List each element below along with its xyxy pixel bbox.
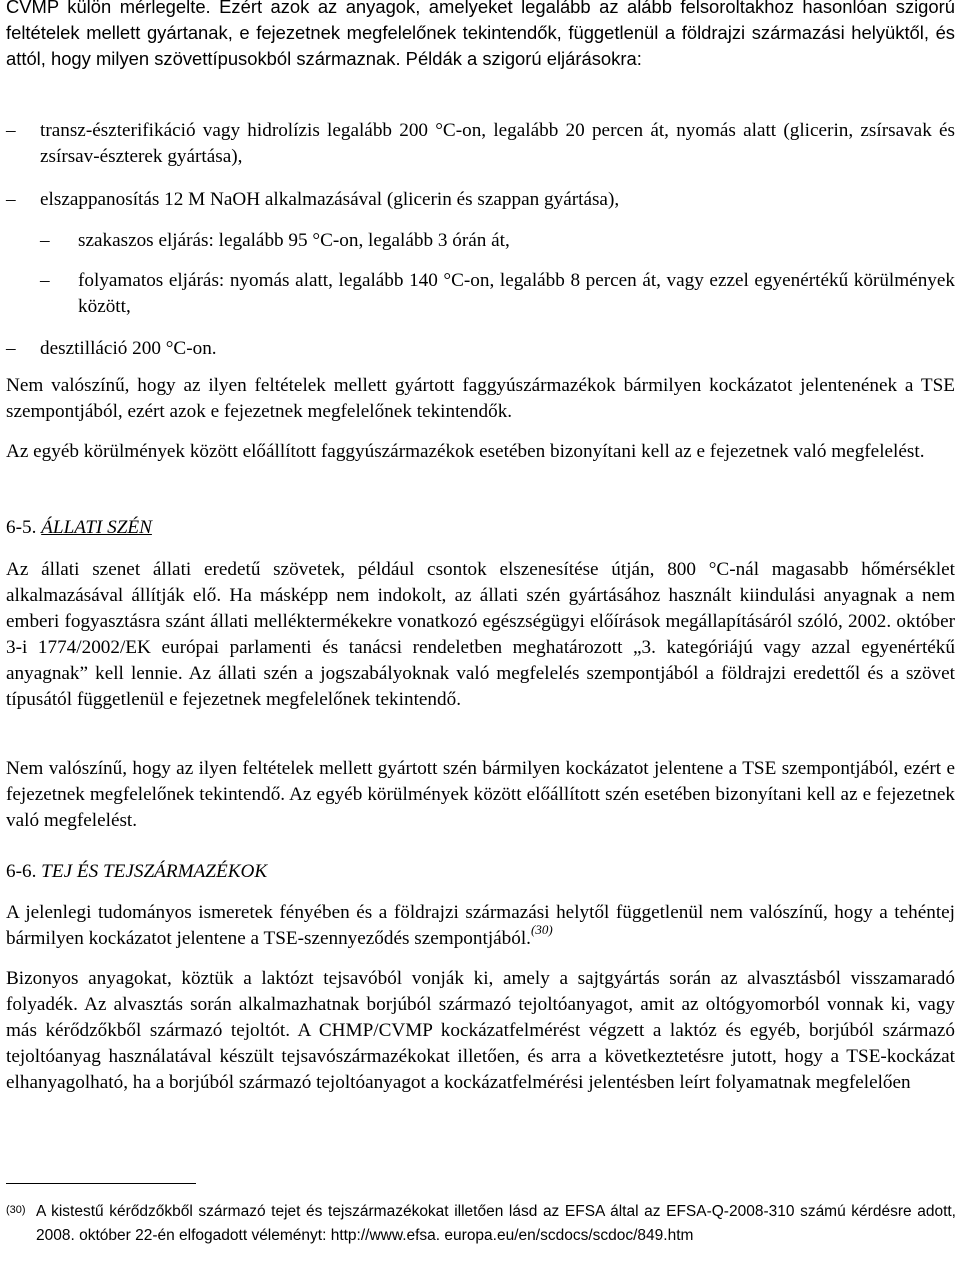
sub-list-dash: – xyxy=(40,270,50,291)
intro-paragraph: CVMP külön mérlegelte. Ezért azok az anyagok, amelyeket legalább az alább felsoroltakhoz hasonlóan szigorú feltételek mellett gyártanak, e fejezetnek megfelelőnek tekintendők, függetlenül a földrajzi származási helyüktől, és attól, hogy milyen szövettípusokból származnak. Példák a szigorú eljárásokra: xyxy=(6,0,955,69)
list-dash: – xyxy=(6,338,16,359)
list-item-saponification: elszappanosítás 12 M NaOH alkalmazásával (glicerin és szappan gyártása), xyxy=(40,189,620,210)
charcoal-paragraph-1: Az állati szenet állati eredetű szövetek, például csontok elszenesítése útján, 800 °C-nál magasabb hőmérséklet alkalmazásával állítják elő. Ha másképp nem indokolt, az állati szén gyártásához használt kiindulási anyagnak a nem emberi fogyasztásra szánt állati melléktermékekre vonatkozó egészségügyi előírások megállapításáról szóló, 2002. október 3-i 1774/2002/EK európai parlamenti és tanácsi rendeletben meghatározott „3. kategóriájú vagy azzal egyenértékű anyagnak” kell lennie. Az állati szén a jogszabályoknak való megfelelés szempontjából a földrajzi eredettől és a szövet típusától függetlenül e fejezetnek megfelelőnek tekintendő. xyxy=(6,559,955,710)
footnote-mark: (30) xyxy=(6,1204,26,1216)
footnote-text: A kistestű kérődzőkből származó tejet és tejszármazékokat illetően lásd az EFSA által az EFSA-Q-2008-310 számú kérdésre adott, 2008. október 22-én elfogadott véleményt: http://www.efsa. europa.eu/en/scdocs/scdoc/849.htm xyxy=(36,1203,956,1244)
section-title: ÁLLATI SZÉN xyxy=(41,517,152,538)
footnote-separator xyxy=(6,1183,196,1184)
section-heading-6-6 xyxy=(6,859,267,885)
milk-paragraph-1 xyxy=(6,900,955,952)
sub-item-continuous-process: folyamatos eljárás: nyomás alatt, legalább 140 °C-on, legalább 8 percen át, vagy ezzel egyenértékű körülmények között, xyxy=(78,270,955,317)
charcoal-paragraph-2: Nem valószínű, hogy az ilyen feltételek mellett gyártott szén bármilyen kockázatot jelentene a TSE szempontjából, ezért e fejezetnek megfelelőnek tekintendő. Az egyéb körülmények között előállított szén esetében bizonyítani kell az e fejezetnek való megfelelést. xyxy=(6,758,955,831)
list-item-transesterification: transz-észterifikáció vagy hidrolízis legalább 200 °C-on, legalább 20 percen át, nyomás alatt (glicerin, zsírsavak és zsírsav-észterek gyártása), xyxy=(40,120,955,167)
sub-item-batch-process: szakaszos eljárás: legalább 95 °C-on, legalább 3 órán át, xyxy=(78,230,510,251)
section-title: TEJ ÉS TEJSZÁRMAZÉKOK xyxy=(41,861,268,882)
section-number: 6-6. xyxy=(6,861,37,882)
sub-list-dash: – xyxy=(40,230,50,251)
tallow-paragraph-2: Az egyéb körülmények között előállított faggyúszármazékok esetében bizonyítani kell az e fejezetnek való megfelelést. xyxy=(6,441,925,462)
section-number: 6-5. xyxy=(6,517,37,538)
milk-paragraph-1-text: A jelenlegi tudományos ismeretek fényében és a földrajzi származási helytől függetlenül nem valószínű, hogy a tehéntej bármilyen kockázatot jelentene a TSE-szennyeződés szempontjából. xyxy=(6,902,955,949)
list-dash: – xyxy=(6,189,16,210)
section-heading-6-5 xyxy=(6,515,152,541)
milk-paragraph-2: Bizonyos anyagokat, köztük a laktózt tejsavóból vonják ki, amely a sajtgyártás során az alvasztásból visszamaradó folyadék. Az alvasztás során alkalmazhatnak borjúból származó tejoltóanyagot, amit az oltógyomorból vonnak ki, vagy más kérődzőkből származó tejoltót. A CHMP/CVMP kockázatfelmérést végzett a laktóz és egyéb, borjúból származó tejoltóanyag használatával készült tejsavószármazékokat illetően, és arra a következtetésre jutott, hogy a TSE-kockázat elhanyagolható, ha a borjúból származó tejoltóanyagot a kockázatfelmérési jelentésben leírt folyamatnak megfelelően xyxy=(6,968,955,1093)
list-item-distillation: desztilláció 200 °C-on. xyxy=(40,338,217,359)
footnote-reference: (30) xyxy=(530,922,553,937)
tallow-paragraph-1: Nem valószínű, hogy az ilyen feltételek mellett gyártott faggyúszármazékok bármilyen kockázatot jelentenének a TSE szempontjából, ezért azok e fejezetnek megfelelőnek tekintendők. xyxy=(6,375,955,422)
list-dash: – xyxy=(6,120,16,141)
